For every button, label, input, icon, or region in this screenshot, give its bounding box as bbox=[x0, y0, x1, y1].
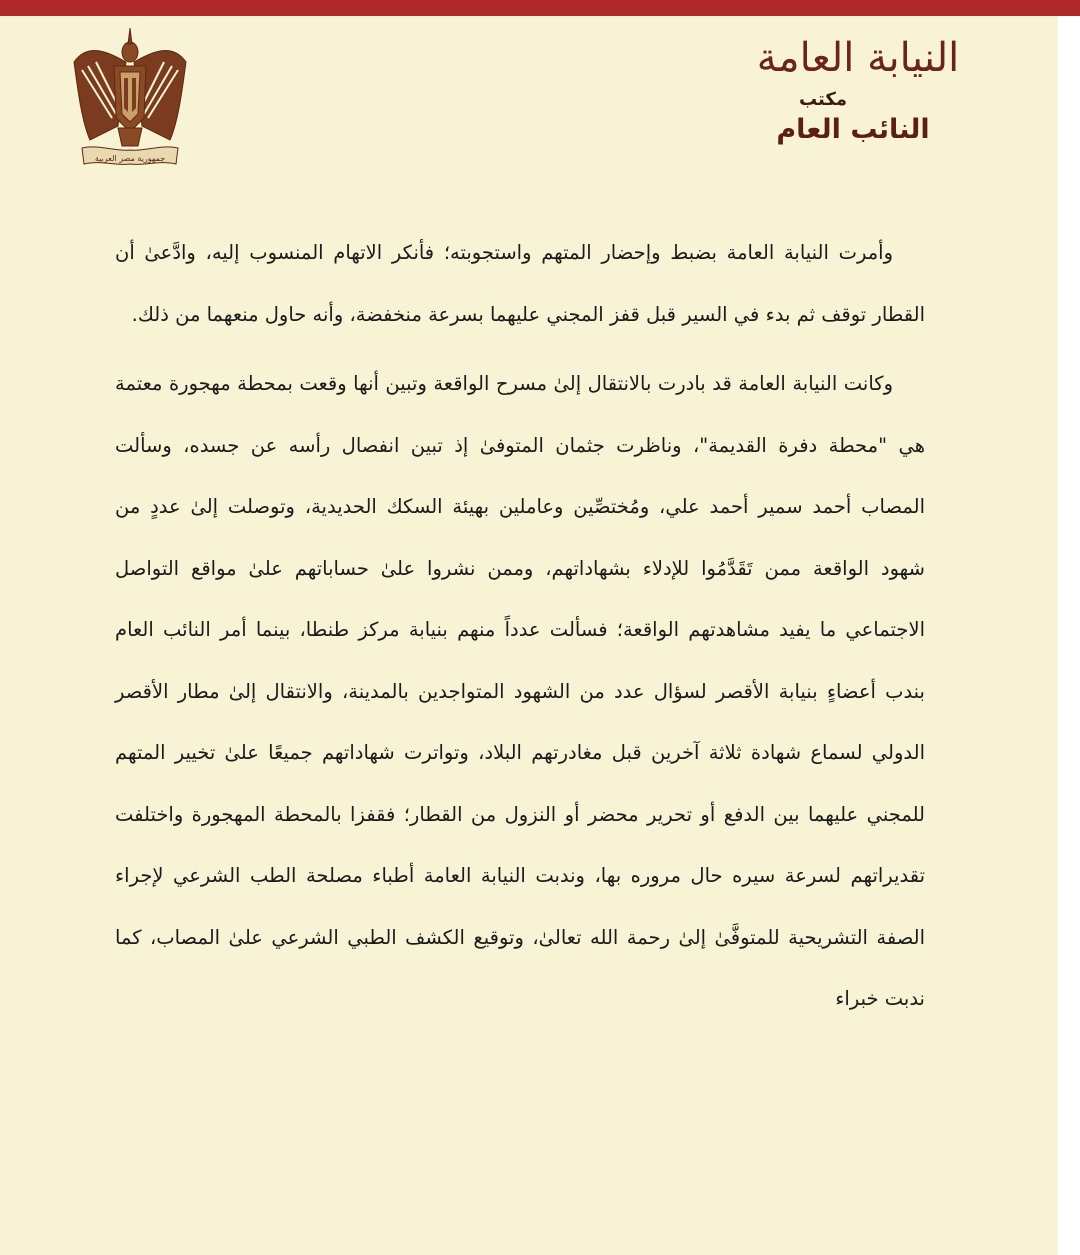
document-body bbox=[115, 222, 925, 1030]
paragraph-2: وكانت النيابة العامة قد بادرت بالانتقال إلىٰ مسرح الواقعة وتبين أنها وقعت بمحطة مهجورة معتمة هي "محطة دفرة القديمة"، وناظرت جثمان المتوفىٰ إذ تبين انفصال رأسه عن جسده، وسألت المصاب أحمد سمير أحمد علي، ومُختصِّين وعاملين بهيئة السكك الحديدية، وتوصلت إلىٰ عددٍ من شهود الواقعة ممن تَقَدَّمُوا للإدلاء بشهاداتهم، وممن نشروا علىٰ حساباتهم علىٰ مواقع التواصل الاجتماعي ما يفيد مشاهدتهم الواقعة؛ فسألت عدداً منهم بنيابة مركز طنطا، بينما أمر النائب العام بندب أعضاءٍ بنيابة الأقصر لسؤال عدد من الشهود المتواجدين بالمدينة، والانتقال إلىٰ مطار الأقصر الدولي لسماع شهادة ثلاثة آخرين قبل مغادرتهم البلاد، وتواترت شهاداتهم جميعًا علىٰ تخيير المتهم للمجني عليهما بين الدفع أو تحرير محضر أو النزول من القطار؛ فقفزا بالمحطة المهجورة واختلفت تقديراتهم لسرعة سيره حال مروره بها، وندبت النيابة العامة أطباء مصلحة الطب الشرعي لإجراء الصفة التشريحية للمتوفَّىٰ إلىٰ رحمة الله تعالىٰ، وتوقيع الكشف الطبي الشرعي علىٰ المصاب، كما ندبت خبراء bbox=[115, 372, 925, 1010]
paragraph-1: وأمرت النيابة العامة بضبط وإحضار المتهم واستجوبته؛ فأنكر الاتهام المنسوب إليه، وادَّعىٰ أن القطار توقف ثم بدء في السير قبل قفز المجني عليهما بسرعة منخفضة، وأنه حاول منعهما من ذلك. bbox=[115, 241, 925, 326]
page-edge-strip bbox=[1058, 16, 1080, 1255]
authority-title: النيابة العامة bbox=[756, 35, 960, 81]
office-name: النائب العام bbox=[776, 114, 930, 145]
letterhead bbox=[728, 30, 988, 148]
emblem-caption: جمهورية مصر العربية bbox=[94, 154, 166, 163]
top-color-bar bbox=[0, 0, 1080, 16]
eagle-emblem-icon bbox=[68, 22, 192, 170]
office-label: مكتب bbox=[798, 89, 847, 110]
